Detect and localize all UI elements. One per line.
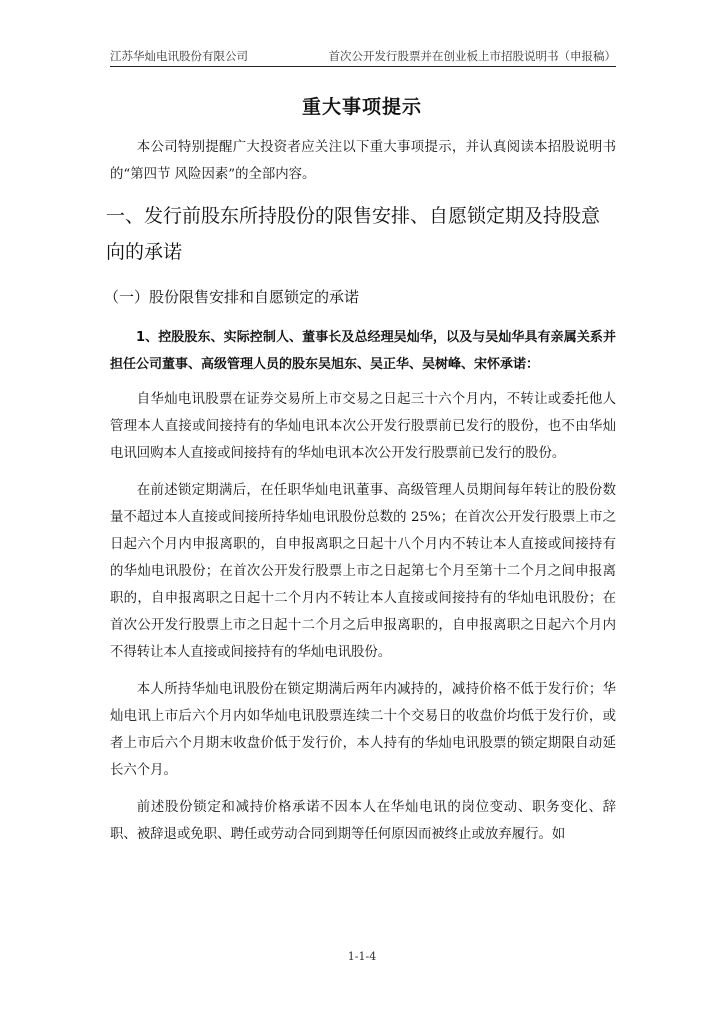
page-number: 1-1-4 [347, 950, 377, 963]
subsection-heading: （一）股份限售安排和自愿锁定的承诺 [104, 288, 360, 306]
section-heading: 一、发行前股东所持股份的限售安排、自愿锁定期及持股意向的承诺 [106, 205, 601, 263]
commitment-heading: 1、控股股东、实际控制人、董事长及总经理吴灿华，以及与吴灿华具有亲属关系并担任公司董事、高级管理人员的股东吴旭东、吴正华、吴树峰、宋怀承诺： [110, 330, 616, 372]
body-paragraph: 在前述锁定期满后，在任职华灿电讯董事、高级管理人员期间每年转让的股份数量不超过本人直接或间接所持华灿电讯股份总数的 25%；在首次公开发行股票上市之日起六个月内申报离职的，自申报离职之日起十八个月内不转让本人直接或间接持有的华灿电讯股份；在首次公开发行股票上市之日起第七个月至第十二个月之间申报离职的，自申报离职之日起十二个月内不转让本人直接或间接持有的华灿电讯股份；在首次公开发行股票上市之日起十二个月之后申报离职的，自申报离职之日起六个月内不得转让本人直接或间接持有的华灿电讯股份。 [110, 483, 616, 660]
header-company: 江苏华灿电讯股份有限公司 [110, 49, 248, 63]
header-document-title: 首次公开发行股票并在创业板上市招股说明书（申报稿） [328, 49, 616, 63]
body-paragraph: 本人所持华灿电讯股份在锁定期满后两年内减持的，减持价格不低于发行价；华灿电讯上市后六个月内如华灿电讯股票连续二十个交易日的收盘价均低于发行价，或者上市后六个月期末收盘价低于发行价，本人持有的华灿电讯股票的锁定期限自动延长六个月。 [110, 682, 616, 778]
body-paragraph: 自华灿电讯股票在证券交易所上市交易之日起三十六个月内，不转让或委托他人管理本人直接或间接持有的华灿电讯本次公开发行股票前已发行的股份，也不由华灿电讯回购本人直接或间接持有的华灿电讯本次公开发行股票前已发行的股份。 [110, 392, 616, 461]
intro-paragraph: 本公司特别提醒广大投资者应关注以下重大事项提示，并认真阅读本招股说明书的“第四节 风险因素”的全部内容。 [110, 140, 616, 182]
document-body [104, 134, 616, 858]
page-title: 重大事项提示 [301, 96, 422, 118]
body-paragraph: 前述股份锁定和减持价格承诺不因本人在华灿电讯的岗位变动、职务变化、辞职、被辞退或免职、聘任或劳动合同到期等任何原因而被终止或放弃履行。如 [110, 800, 616, 842]
page-header [110, 44, 616, 67]
